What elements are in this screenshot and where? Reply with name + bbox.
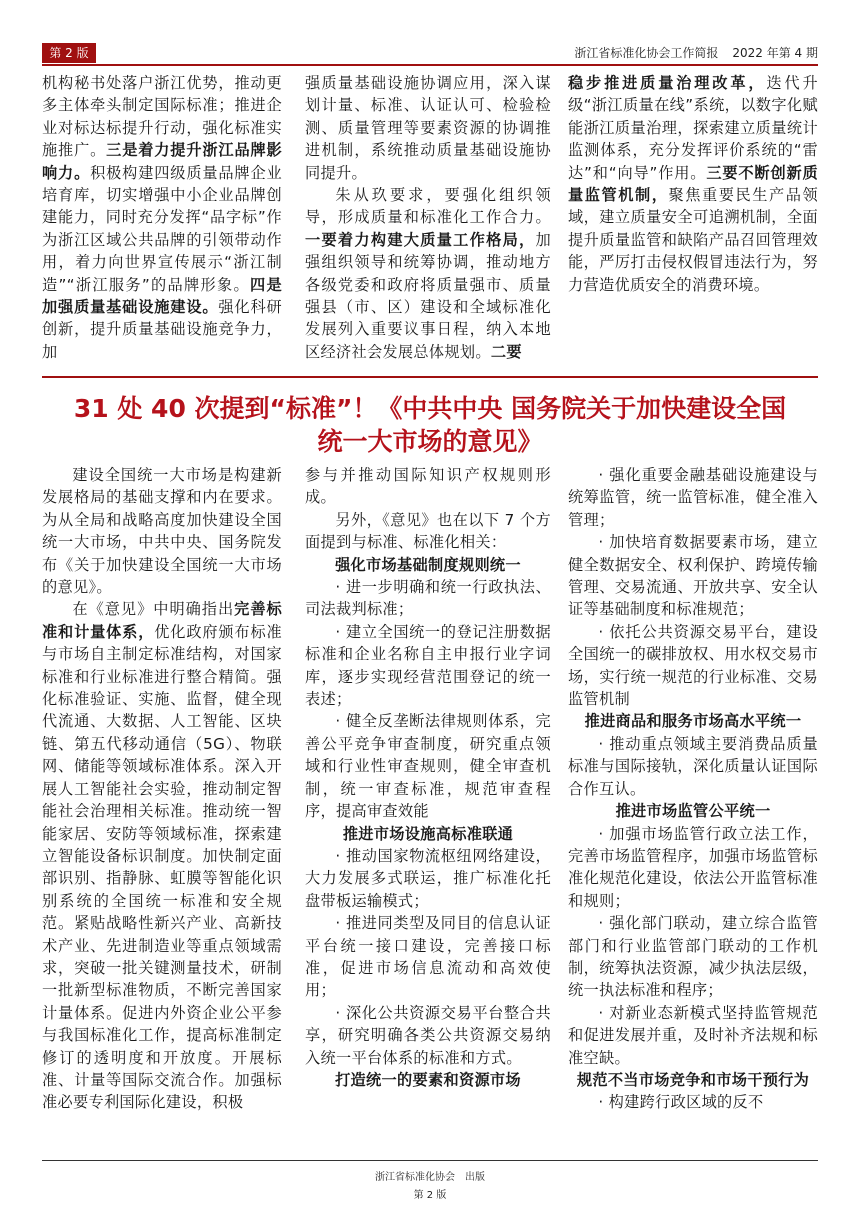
paragraph xyxy=(305,509,551,554)
article-title-line-2: 统一大市场的意见》 xyxy=(317,427,543,456)
text-run: · 强化重要金融基础设施建设与统筹监管，统一监管标准，健全准入管理； xyxy=(568,466,818,529)
bold-text: 一要着力构建大质量工作格局， xyxy=(305,230,536,249)
text-run: 强质量基础设施协调应用，深入谋划计量、标准、认证认可、检验检测、质量管理等要素资源的协调推进机制，系统推动质量基础设施协同提升。 xyxy=(305,74,551,182)
text-run: 参与并推动国际知识产权规则形成。 xyxy=(305,466,551,507)
section-heading: 规范不当市场竞争和市场干预行为 xyxy=(576,1070,810,1089)
top-column-3 xyxy=(568,72,818,296)
footer-rule xyxy=(42,1160,818,1161)
text-run: · 健全反垄断法律规则体系，完善公平竞争审查制度，研究重点领域和行业性审查规则，健全审查机制，统一审查标准，规范审查程序，提高审查效能 xyxy=(305,712,551,821)
bullet-item xyxy=(305,1002,551,1069)
bold-text: 二要 xyxy=(490,342,522,361)
bullet-item xyxy=(305,845,551,912)
article-title xyxy=(42,392,818,458)
text-run: 在《意见》中明确指出 xyxy=(72,600,235,619)
publication-name: 浙江省标准化协会工作简报 xyxy=(574,46,719,60)
bullet-item xyxy=(305,710,551,822)
text-run: 迭代升级“浙江质量在线”系统，以数字化赋能浙江质量治理，探索建立质量统计监测体系，充分发挥评价系统的“雷达”和“向导”作用。 xyxy=(568,74,818,182)
bullet-item xyxy=(568,1002,818,1069)
paragraph xyxy=(305,184,551,363)
text-run: 积极构建四级质量品牌企业培育库，切实增强中小企业品牌创建能力，同时充分发挥“品字标”作为浙江区域公共品牌的引领带动作用，着力向世界宣传展示“浙江制造”“浙江服务”的品牌形象。 xyxy=(42,163,282,294)
text-run: 建设全国统一大市场是构建新发展格局的基础支撑和内在要求。为从全局和战略高度加快建设全国统一大市场，中共中央、国务院发布《关于加快建设全国统一大市场的意见》。 xyxy=(42,466,282,597)
text-run: · 构建跨行政区域的反不 xyxy=(598,1093,764,1112)
bullet-item xyxy=(568,621,818,711)
section-heading: 推进市场设施高标准联通 xyxy=(342,824,514,843)
text-run: · 推进同类型及同目的信息认证平台统一接口建设，完善接口标准，促进市场信息流动和高效使用； xyxy=(305,914,551,1000)
top-column-1 xyxy=(42,72,282,363)
bullet-item xyxy=(305,621,551,711)
article-column-1 xyxy=(42,464,282,1114)
text-run: 机构秘书处落户浙江优势，推动更多主体牵头制定国际标准；推进企业对标达标提升行动，强化标准实施推广。 xyxy=(42,74,282,160)
bullet-item xyxy=(568,464,818,531)
publisher-line: 浙江省标准化协会 出版 xyxy=(375,1172,485,1183)
text-run: · 依托公共资源交易平台，建设全国统一的碳排放权、用水权交易市场，实行统一规范的行业标准、交易监管机制 xyxy=(568,622,818,709)
paragraph xyxy=(568,72,818,296)
text-run: · 推动重点领域主要消费品质量标准与国际接轨，深化质量认证国际合作互认。 xyxy=(568,734,818,798)
paragraph xyxy=(42,598,282,1113)
article-column-3 xyxy=(568,464,818,1114)
section-heading: 推进商品和服务市场高水平统一 xyxy=(584,712,802,731)
bold-text: 四是加强质量基础设施建设。 xyxy=(42,275,282,317)
section-heading: 打造统一的要素和资源市场 xyxy=(335,1070,521,1089)
bullet-item xyxy=(568,733,818,800)
footer-page-number: 第 2 版 xyxy=(413,1190,447,1201)
text-run: · 对新业态新模式坚持监管规范和促进发展并重，及时补齐法规和标准空缺。 xyxy=(568,1003,818,1067)
bullet-item xyxy=(568,912,818,1002)
paragraph xyxy=(305,464,551,509)
header-rule xyxy=(42,64,818,66)
top-column-2 xyxy=(305,72,551,363)
section-heading: 强化市场基础制度规则统一 xyxy=(335,555,521,574)
text-run: · 强化部门联动，建立综合监管部门和行业监管部门联动的工作机制，统筹执法资源，减少执法层级，统一执法标准和程序； xyxy=(568,914,818,1000)
article-title-line-1: 31 处 40 次提到“标准”！《中共中央 国务院关于加快建设全国 xyxy=(73,394,787,423)
bullet-item xyxy=(568,531,818,621)
bullet-item xyxy=(568,823,818,913)
page-header xyxy=(42,41,818,63)
text-run: · 加快培育数据要素市场，建立健全数据安全、权利保护、跨境传输管理、交易流通、开放共享、安全认证等基础制度和标准规范； xyxy=(568,533,818,619)
text-run: 加强组织领导和统筹协调，推动地方各级党委和政府将质量强市、质量强县（市、区）建设和全域标准化发展列入重要议事日程，纳入本地区经济社会发展总体规划。 xyxy=(305,230,551,361)
section-heading: 推进市场监管公平统一 xyxy=(615,802,771,821)
section-divider xyxy=(42,376,818,378)
bold-text: 稳步推进质量治理改革， xyxy=(568,74,767,92)
paragraph xyxy=(305,72,551,184)
page-tag: 第 2 版 xyxy=(42,43,96,63)
bold-text: 三是着力提升浙江品牌影响力。 xyxy=(42,141,282,182)
text-run: · 加强市场监管行政立法工作，完善市场监管程序，加强市场监管标准化规范化建设，依法公开监管标准和规则； xyxy=(568,824,818,910)
text-run: 朱从玖要求，要强化组织领导，形成质量和标准化工作合力。 xyxy=(305,186,551,227)
text-run: · 推动国家物流枢纽网络建设，大力发展多式联运，推广标准化托盘带板运输模式； xyxy=(305,846,551,910)
header-right xyxy=(560,45,818,61)
text-run: 优化政府颁布标准与市场自主制定标准结构，对国家标准和行业标准进行整合精简。强化标准验证、实施、监督，健全现代流通、大数据、人工智能、区块链、第五代移动通信（5G）、物联网、储能等领域标准体系。深入开展人工智能社会实验，推动制定智能社会治理相关标准。推动统一智能家居、安防等领域标准，探索建立智能设备标识制度。加快制定面部识别、指静脉、虹膜等智能化识别系统的全国统一标准和安全规范。紧贴战略性新兴产业、高新技术产业、先进制造业等重点领域需求，突破一批关键测量技术，研制一批新型标准物质，不断完善国家计量体系。促进内外资企业公平参与我国标准化工作，提高标准制定修订的透明度和开放度。开展标准、计量等国际交流合作。加强标准必要专利国际化建设，积极 xyxy=(42,622,282,1112)
bullet-item xyxy=(305,576,551,621)
text-run: · 深化公共资源交易平台整合共享，研究明确各类公共资源交易纳入统一平台体系的标准和方式。 xyxy=(305,1003,551,1067)
paragraph xyxy=(42,72,282,363)
bold-text: 三要不断创新质量监管机制， xyxy=(568,163,818,205)
bullet-item xyxy=(305,912,551,1002)
bold-text: 完善标准和计量体系， xyxy=(42,600,282,641)
bullet-item xyxy=(568,1091,818,1113)
text-run: 聚焦重要民生产品领域，建立质量安全可追溯机制，全面提升质量监管和缺陷产品召回管理效能，严厉打击侵权假冒违法行为，努力营造优质安全的消费环境。 xyxy=(568,186,818,294)
issue-number: 2022 年第 4 期 xyxy=(732,46,818,60)
text-run: · 建立全国统一的登记注册数据标准和企业名称自主申报行业字词库，逐步实现经营范围登记的统一表述； xyxy=(305,622,551,709)
article-column-2 xyxy=(305,464,551,1091)
text-run: · 进一步明确和统一行政执法、司法裁判标准； xyxy=(305,578,551,619)
paragraph xyxy=(42,464,282,598)
text-run: 强化科研创新，提升质量基础设施竞争力，加 xyxy=(42,298,282,361)
text-run: 另外，《意见》也在以下 7 个方面提到与标准、标准化相关： xyxy=(305,510,551,552)
